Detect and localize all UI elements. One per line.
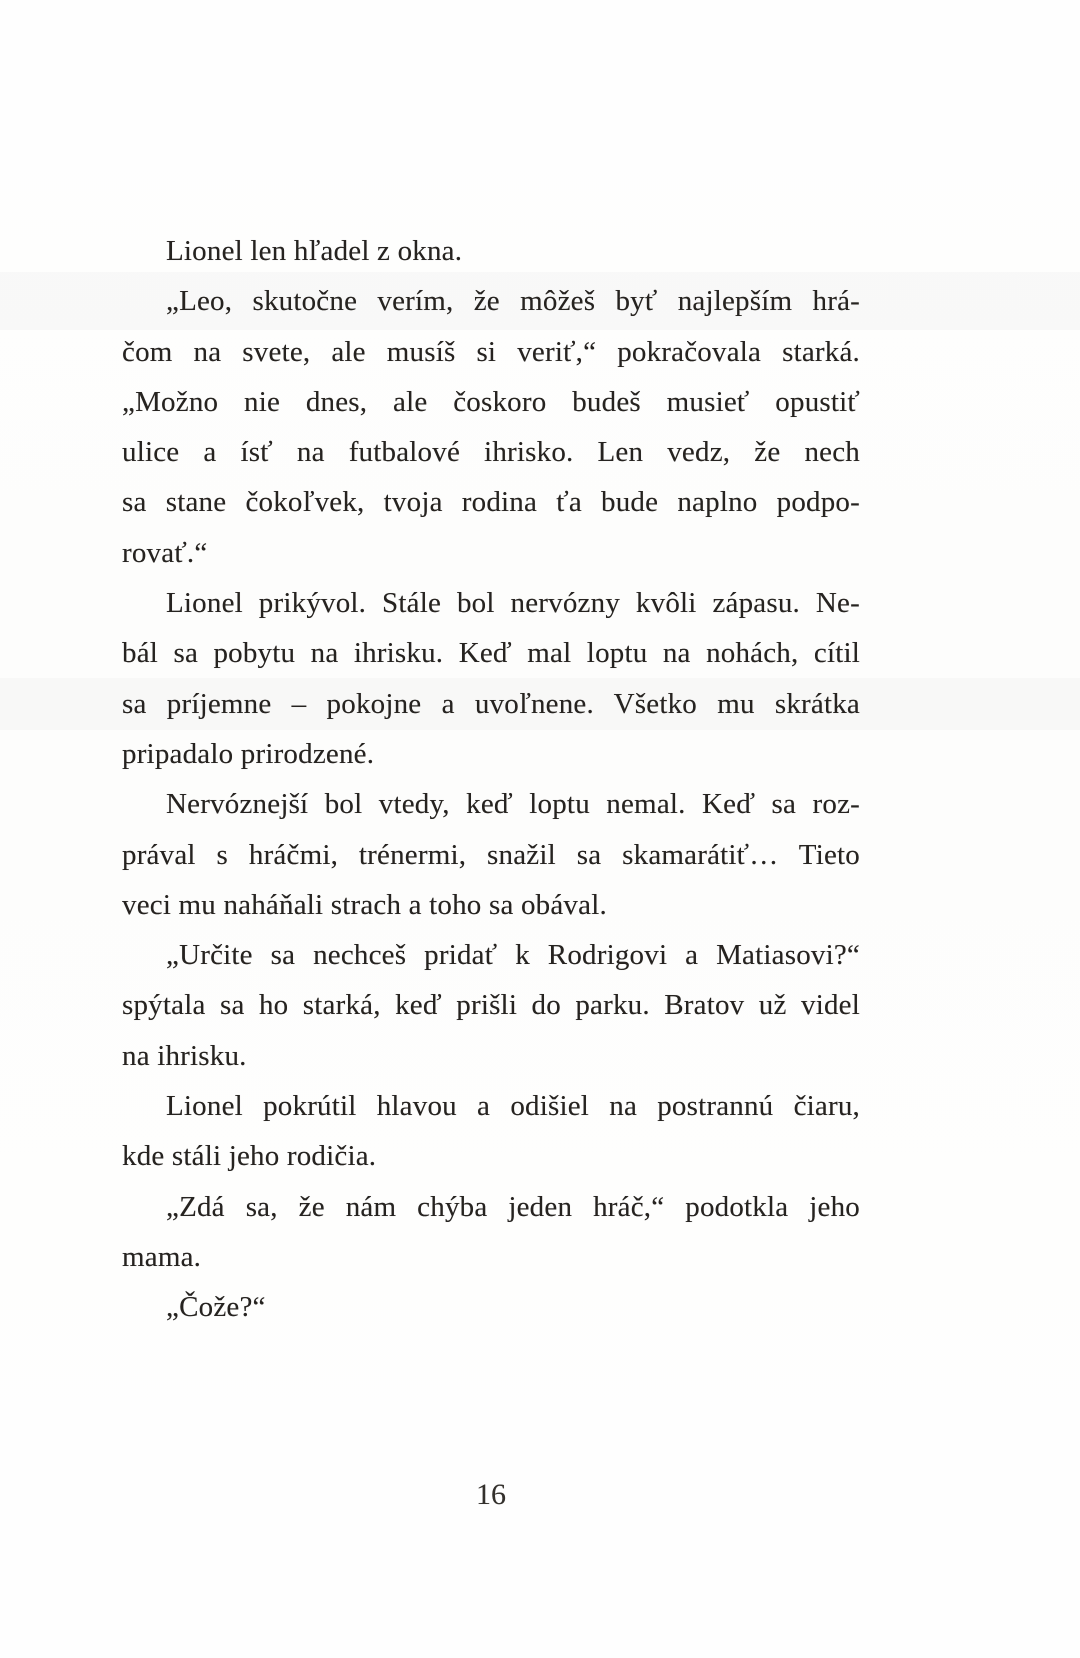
text-line: „Čože?“ bbox=[166, 1291, 266, 1324]
text-line: rovať.“ bbox=[122, 536, 208, 569]
text-line: na ihrisku. bbox=[122, 1039, 247, 1072]
text-line: „Určite sa nechceš pridať k Rodrigovi a Matiasovi?“ bbox=[166, 939, 860, 972]
text-line: prával s hráčmi, trénermi, snažil sa skamarátiť… Tieto bbox=[122, 838, 860, 871]
text-line: ulice a ísť na futbalové ihrisko. Len vedz, že nech bbox=[122, 436, 860, 469]
text-line: pripadalo prirodzené. bbox=[122, 737, 375, 770]
text-line: „Leo, skutočne verím, že môžeš byť najlepším hrá- bbox=[166, 285, 860, 318]
text-line: kde stáli jeho rodičia. bbox=[122, 1140, 377, 1173]
text-line: sa príjemne – pokojne a uvoľnene. Všetko mu skrátka bbox=[122, 687, 860, 720]
text-line: Nervóznejší bol vtedy, keď loptu nemal. Keď sa roz- bbox=[166, 788, 860, 821]
text-line: Lionel len hľadel z okna. bbox=[166, 235, 463, 267]
text-line: veci mu naháňali strach a toho sa obával. bbox=[122, 888, 607, 921]
text-line: bál sa pobytu na ihrisku. Keď mal loptu na nohách, cítil bbox=[122, 637, 860, 670]
text-block bbox=[122, 226, 860, 1333]
text-line: čom na svete, ale musíš si veriť,“ pokračovala starká. bbox=[122, 335, 860, 368]
text-line: spýtala sa ho starká, keď prišli do parku. Bratov už videl bbox=[122, 989, 860, 1022]
text-line: „Možno nie dnes, ale čoskoro budeš musieť opustiť bbox=[122, 385, 860, 418]
text-line: Lionel pokrútil hlavou a odišiel na postrannú čiaru, bbox=[166, 1090, 860, 1123]
text-line: sa stane čokoľvek, tvoja rodina ťa bude naplno podpo- bbox=[122, 486, 860, 519]
text-line: Lionel prikývol. Stále bol nervózny kvôli zápasu. Ne- bbox=[166, 587, 860, 620]
text-line: „Zdá sa, že nám chýba jeden hráč,“ podotkla jeho bbox=[166, 1190, 860, 1223]
text-line: mama. bbox=[122, 1240, 202, 1273]
page-number: 16 bbox=[476, 1478, 506, 1511]
